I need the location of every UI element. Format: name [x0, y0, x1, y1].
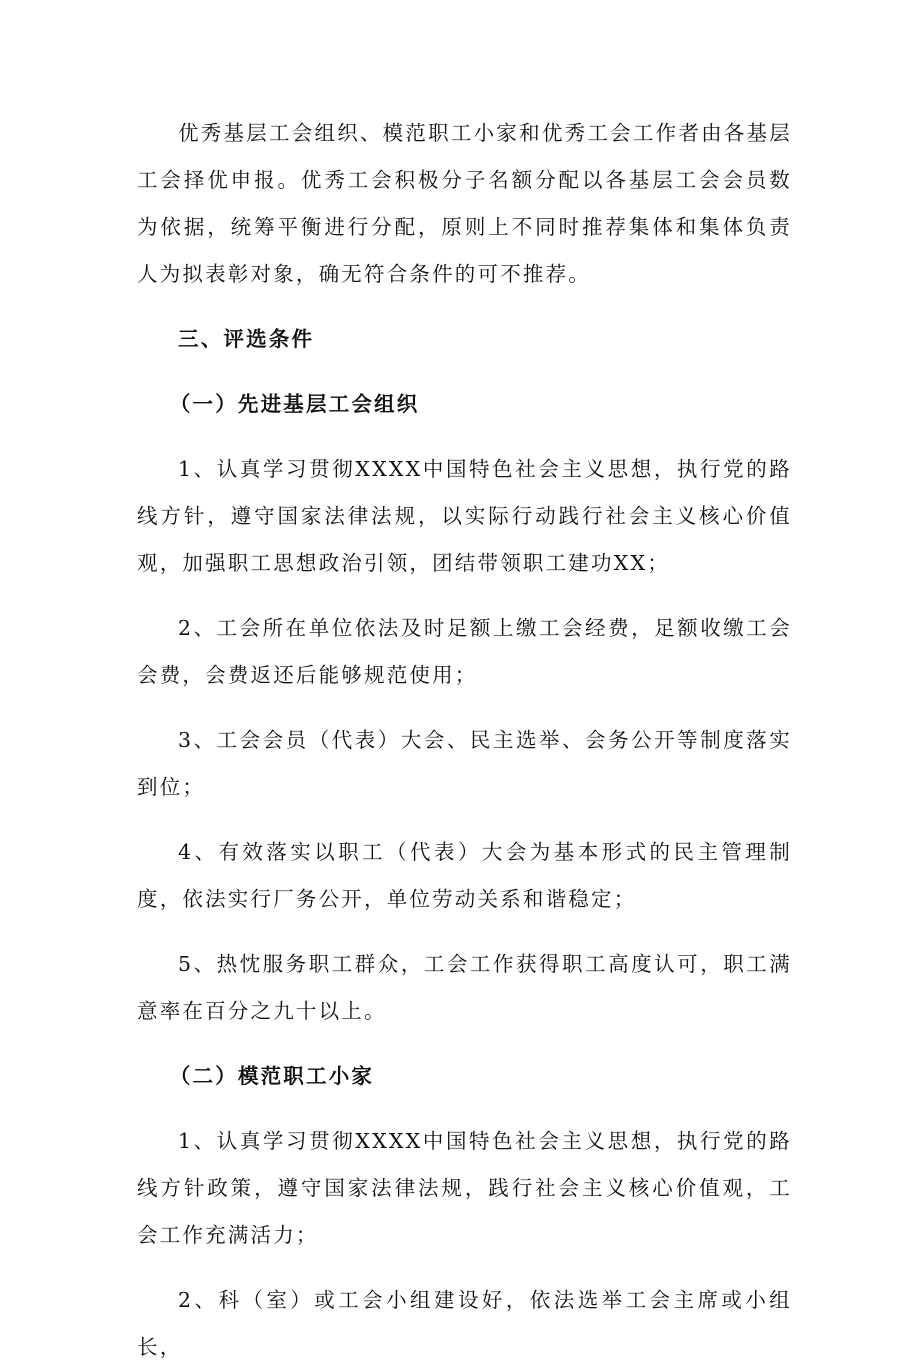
criterion-1-1: 1、认真学习贯彻XXXX中国特色社会主义思想，执行党的路线方针，遵守国家法律法规，以实际行动践行社会主义核心价值观，加强职工思想政治引领，团结带领职工建功XX；	[137, 457, 792, 575]
criterion-2-1: 1、认真学习贯彻XXXX中国特色社会主义思想，执行党的路线方针政策，遵守国家法律法规，践行社会主义核心价值观，工会工作充满活力；	[137, 1129, 792, 1247]
criterion-2-2: 2、科（室）或工会小组建设好，依法选举工会主席或小组长，	[137, 1288, 792, 1359]
criterion-1-4: 4、有效落实以职工（代表）大会为基本形式的民主管理制度，依法实行厂务公开，单位劳动关系和谐稳定；	[137, 840, 792, 911]
paragraph-intro: 优秀基层工会组织、模范职工小家和优秀工会工作者由各基层工会择优申报。优秀工会积极分子名额分配以各基层工会会员数为依据，统筹平衡进行分配，原则上不同时推荐集体和集体负责人为拟表彰对象，确无符合条件的可不推荐。	[137, 121, 792, 286]
criterion-1-5: 5、热忱服务职工群众，工会工作获得职工高度认可，职工满意率在百分之九十以上。	[137, 952, 792, 1023]
subheading-advanced-union: （一）先进基层工会组织	[169, 392, 420, 416]
section-heading-criteria: 三、评选条件	[178, 327, 315, 351]
criterion-1-2: 2、工会所在单位依法及时足额上缴工会经费，足额收缴工会会费，会费返还后能够规范使用；	[137, 616, 792, 687]
subheading-model-home: （二）模范职工小家	[169, 1064, 375, 1088]
criterion-1-3: 3、工会会员（代表）大会、民主选举、会务公开等制度落实到位；	[137, 728, 792, 799]
